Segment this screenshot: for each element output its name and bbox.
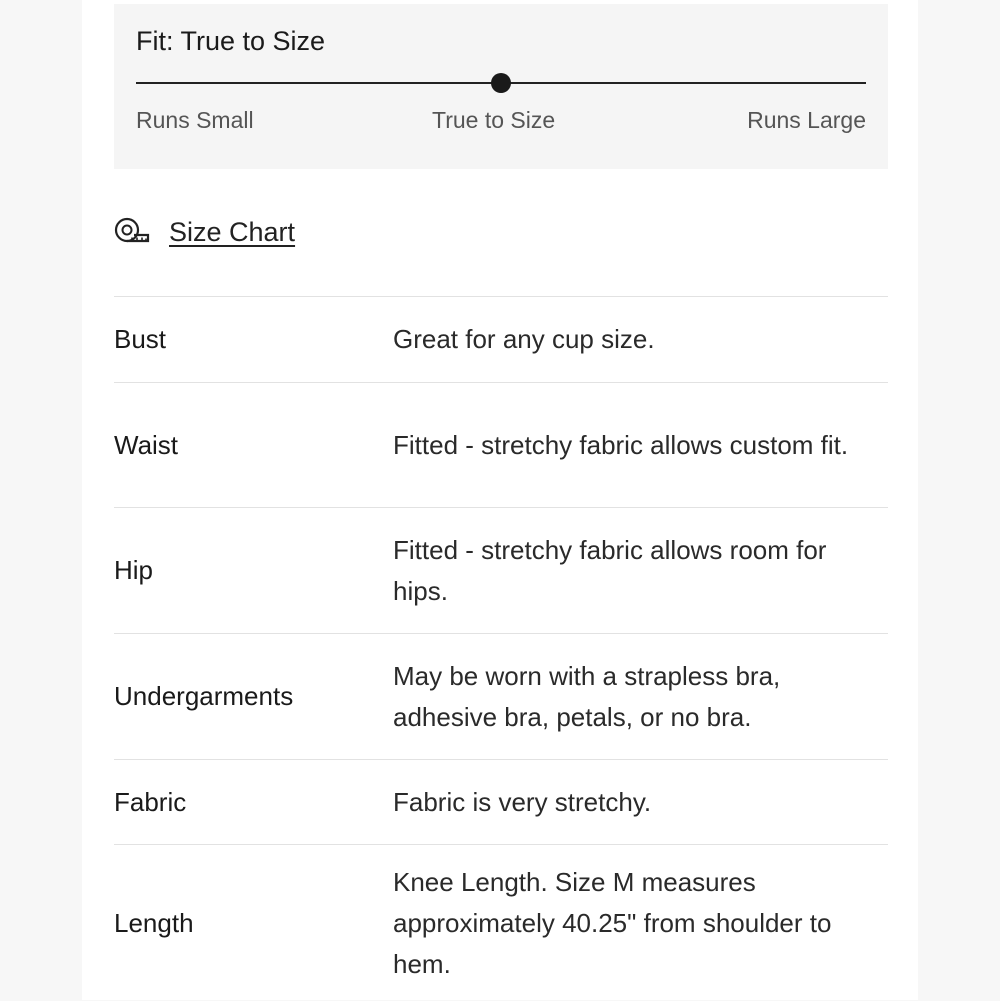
detail-label: Bust xyxy=(114,324,167,354)
detail-value: Fabric is very stretchy. xyxy=(393,786,652,817)
detail-label: Hip xyxy=(114,555,154,585)
detail-label: Waist xyxy=(114,429,179,460)
detail-label: Length xyxy=(114,907,194,938)
detail-value: Great for any cup size. xyxy=(393,324,655,354)
fit-scale-marker xyxy=(491,73,511,93)
detail-value: Knee Length. Size M measures approximately 40.25" from shoulder to hem. xyxy=(393,866,832,979)
detail-row-hip xyxy=(114,508,888,634)
detail-value: May be worn with a strapless bra, adhesive bra, petals, or no bra. xyxy=(393,660,781,732)
fit-label-runs-small: Runs Small xyxy=(136,107,254,133)
detail-label: Undergarments xyxy=(114,681,294,711)
detail-value: Fitted - stretchy fabric allows room for hips. xyxy=(393,534,827,606)
detail-row-fabric xyxy=(114,760,888,845)
detail-row-length xyxy=(114,845,888,1001)
detail-value: Fitted - stretchy fabric allows custom fit. xyxy=(393,429,849,460)
size-chart-label: Size Chart xyxy=(169,216,296,247)
detail-row-waist xyxy=(114,383,888,508)
measuring-tape-icon xyxy=(114,217,150,247)
fit-label-true-to-size: True to Size xyxy=(432,107,556,133)
fit-details-table xyxy=(114,296,888,1001)
size-chart-link[interactable] xyxy=(114,212,295,252)
detail-label: Fabric xyxy=(114,786,187,817)
fit-label-runs-large: Runs Large xyxy=(747,107,866,133)
detail-row-undergarments xyxy=(114,634,888,760)
fit-scale-panel xyxy=(114,4,888,169)
detail-row-bust xyxy=(114,297,888,383)
fit-title: Fit: True to Size xyxy=(136,26,326,56)
